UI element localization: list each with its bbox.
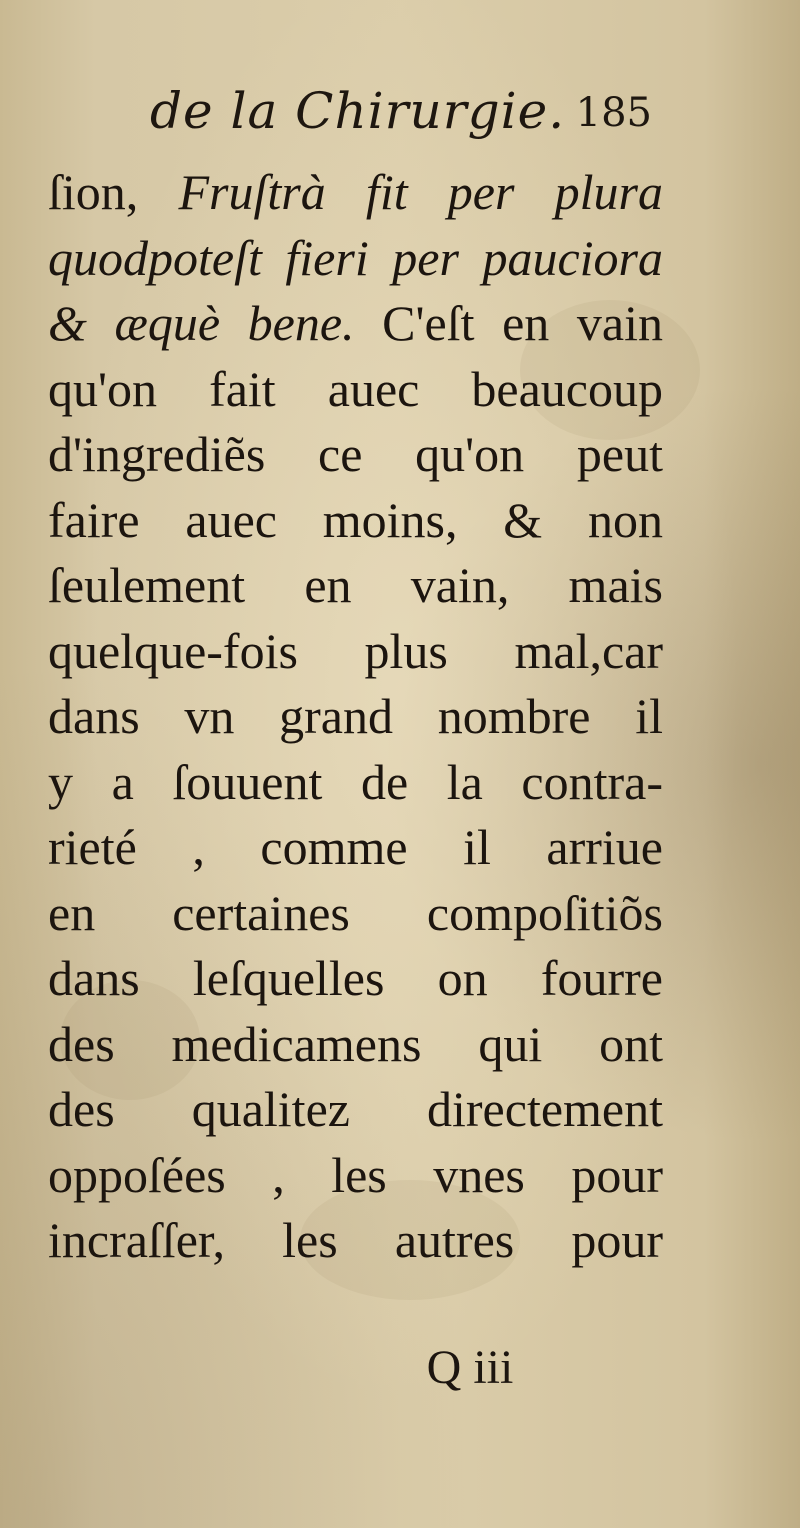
roman-text: dans leſquelles on fourre xyxy=(48,950,663,1006)
body-text xyxy=(48,160,663,1274)
roman-text: dans vn grand nombre il xyxy=(48,688,663,744)
roman-text: qu'on fait auec beaucoup xyxy=(48,360,663,417)
text-line xyxy=(48,1012,663,1078)
italic-text: quodpoteſt fieri per pauciora xyxy=(48,229,663,286)
text-line xyxy=(48,291,663,357)
roman-text: quelque-fois plus mal,car xyxy=(48,622,663,679)
roman-text: d'ingrediẽs ce qu'on peut xyxy=(48,426,663,482)
roman-text: oppoſées , les vnes pour xyxy=(48,1146,663,1203)
text-line xyxy=(48,1143,663,1209)
text-line xyxy=(48,684,663,750)
text-line xyxy=(48,357,663,423)
running-head: de la Chirurgie. xyxy=(150,82,566,140)
roman-text: des qualitez directement xyxy=(48,1081,663,1137)
roman-text: ſeulement en vain, mais xyxy=(48,557,663,613)
text-line xyxy=(48,946,663,1012)
roman-text: faire auec moins, & non xyxy=(48,491,663,548)
roman-text: rieté , comme il arriue xyxy=(48,819,663,875)
signature-mark-container xyxy=(0,1340,800,1395)
italic-text: & æquè bene. xyxy=(48,295,355,351)
text-line xyxy=(48,553,663,619)
text-line xyxy=(48,815,663,881)
text-line xyxy=(48,422,663,488)
text-line xyxy=(48,881,663,947)
page-number: 185 xyxy=(575,90,652,136)
text-line xyxy=(48,750,663,816)
text-line xyxy=(48,619,663,685)
roman-text: incraſſer, les autres pour xyxy=(48,1212,663,1268)
text-line xyxy=(48,226,663,292)
text-line xyxy=(48,1208,663,1274)
roman-text: ſion, xyxy=(48,164,179,220)
text-line xyxy=(48,1077,663,1143)
roman-text: en certaines compoſitiõs xyxy=(48,884,663,941)
text-line xyxy=(48,488,663,554)
roman-text: des medicamens qui ont xyxy=(48,1015,663,1072)
roman-text: y a ſouuent de la contra- xyxy=(48,753,663,810)
signature-mark: Q iii xyxy=(426,1341,514,1394)
text-line xyxy=(48,160,663,226)
page-header xyxy=(60,82,660,162)
italic-text: Fruſtrà fit per plura xyxy=(178,164,663,220)
roman-text: C'eſt en vain xyxy=(354,295,663,351)
